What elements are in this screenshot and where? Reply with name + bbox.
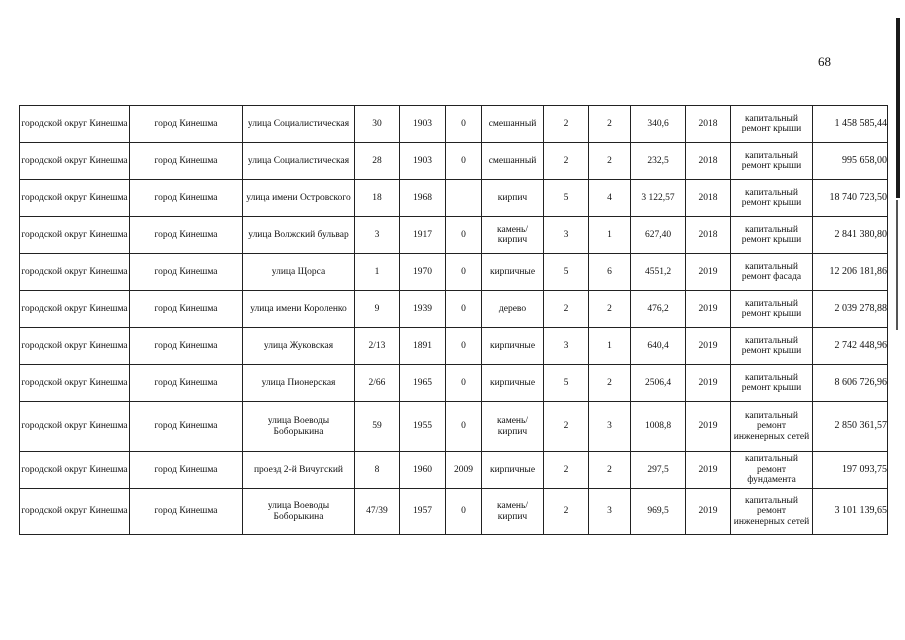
year-last-repair-cell: 0 — [446, 328, 482, 365]
wall-material-cell: кирпич — [482, 180, 544, 217]
year-last-repair-cell: 2009 — [446, 452, 482, 489]
plan-year-cell: 2019 — [686, 452, 731, 489]
year-last-repair-cell: 0 — [446, 489, 482, 535]
city-cell: город Кинешма — [130, 402, 243, 452]
year-last-repair-cell: 0 — [446, 365, 482, 402]
entrances-cell: 2 — [589, 291, 631, 328]
floors-cell: 2 — [544, 106, 589, 143]
scan-edge-mark-lower — [896, 200, 898, 330]
district-cell: городской округ Кинешма — [20, 291, 130, 328]
table-row — [20, 328, 888, 365]
work-type-cell: капитальный ремонт крыши — [731, 291, 813, 328]
cost-cell: 2 841 380,80 — [813, 217, 888, 254]
district-cell: городской округ Кинешма — [20, 328, 130, 365]
street-cell: проезд 2-й Вичугский — [243, 452, 355, 489]
table-row — [20, 291, 888, 328]
year-built-cell: 1903 — [400, 143, 446, 180]
house-number-cell: 9 — [355, 291, 400, 328]
plan-year-cell: 2019 — [686, 328, 731, 365]
district-cell: городской округ Кинешма — [20, 143, 130, 180]
floors-cell: 5 — [544, 254, 589, 291]
entrances-cell: 2 — [589, 106, 631, 143]
table-row — [20, 489, 888, 535]
wall-material-cell: камень/кирпич — [482, 402, 544, 452]
street-cell: улица Волжский бульвар — [243, 217, 355, 254]
work-type-cell: капитальный ремонт фундамента — [731, 452, 813, 489]
cost-cell: 2 850 361,57 — [813, 402, 888, 452]
entrances-cell: 1 — [589, 217, 631, 254]
floors-cell: 2 — [544, 452, 589, 489]
year-built-cell: 1960 — [400, 452, 446, 489]
plan-year-cell: 2018 — [686, 180, 731, 217]
cost-cell: 1 458 585,44 — [813, 106, 888, 143]
city-cell: город Кинешма — [130, 180, 243, 217]
floors-cell: 3 — [544, 328, 589, 365]
city-cell: город Кинешма — [130, 365, 243, 402]
repair-register-table — [19, 105, 888, 535]
work-type-cell: капитальный ремонт фасада — [731, 254, 813, 291]
floors-cell: 2 — [544, 489, 589, 535]
work-type-cell: капитальный ремонт крыши — [731, 143, 813, 180]
street-cell: улица Воеводы Боборыкина — [243, 489, 355, 535]
year-built-cell: 1955 — [400, 402, 446, 452]
year-last-repair-cell: 0 — [446, 106, 482, 143]
plan-year-cell: 2018 — [686, 143, 731, 180]
floors-cell: 2 — [544, 291, 589, 328]
year-last-repair-cell: 0 — [446, 143, 482, 180]
city-cell: город Кинешма — [130, 452, 243, 489]
work-type-cell: капитальный ремонт инженерных сетей — [731, 402, 813, 452]
wall-material-cell: кирпичные — [482, 328, 544, 365]
work-type-cell: капитальный ремонт крыши — [731, 328, 813, 365]
house-number-cell: 28 — [355, 143, 400, 180]
cost-cell: 2 039 278,88 — [813, 291, 888, 328]
work-type-cell: капитальный ремонт крыши — [731, 365, 813, 402]
wall-material-cell: кирпичные — [482, 254, 544, 291]
year-built-cell: 1957 — [400, 489, 446, 535]
area-cell: 476,2 — [631, 291, 686, 328]
table-row — [20, 254, 888, 291]
wall-material-cell: смешанный — [482, 106, 544, 143]
street-cell: улица имени Островского — [243, 180, 355, 217]
year-last-repair-cell: 0 — [446, 254, 482, 291]
year-built-cell: 1968 — [400, 180, 446, 217]
table-row — [20, 365, 888, 402]
house-number-cell: 8 — [355, 452, 400, 489]
entrances-cell: 3 — [589, 402, 631, 452]
entrances-cell: 1 — [589, 328, 631, 365]
cost-cell: 12 206 181,86 — [813, 254, 888, 291]
district-cell: городской округ Кинешма — [20, 180, 130, 217]
cost-cell: 995 658,00 — [813, 143, 888, 180]
floors-cell: 2 — [544, 402, 589, 452]
table-row — [20, 143, 888, 180]
floors-cell: 3 — [544, 217, 589, 254]
area-cell: 297,5 — [631, 452, 686, 489]
area-cell: 1008,8 — [631, 402, 686, 452]
area-cell: 232,5 — [631, 143, 686, 180]
area-cell: 340,6 — [631, 106, 686, 143]
wall-material-cell: кирпичные — [482, 365, 544, 402]
city-cell: город Кинешма — [130, 217, 243, 254]
table-body — [20, 106, 888, 535]
house-number-cell: 2/66 — [355, 365, 400, 402]
area-cell: 2506,4 — [631, 365, 686, 402]
area-cell: 627,40 — [631, 217, 686, 254]
table-row — [20, 402, 888, 452]
area-cell: 4551,2 — [631, 254, 686, 291]
year-built-cell: 1970 — [400, 254, 446, 291]
plan-year-cell: 2019 — [686, 489, 731, 535]
year-last-repair-cell: 0 — [446, 402, 482, 452]
page-number: 68 — [818, 54, 831, 69]
house-number-cell: 30 — [355, 106, 400, 143]
street-cell: улица имени Короленко — [243, 291, 355, 328]
plan-year-cell: 2019 — [686, 291, 731, 328]
work-type-cell: капитальный ремонт крыши — [731, 180, 813, 217]
area-cell: 969,5 — [631, 489, 686, 535]
house-number-cell: 1 — [355, 254, 400, 291]
house-number-cell: 47/39 — [355, 489, 400, 535]
street-cell: улица Воеводы Боборыкина — [243, 402, 355, 452]
table-row — [20, 106, 888, 143]
entrances-cell: 6 — [589, 254, 631, 291]
wall-material-cell: кирпичные — [482, 452, 544, 489]
year-built-cell: 1939 — [400, 291, 446, 328]
house-number-cell: 2/13 — [355, 328, 400, 365]
cost-cell: 8 606 726,96 — [813, 365, 888, 402]
scan-edge-mark — [896, 18, 900, 198]
table-row — [20, 452, 888, 489]
city-cell: город Кинешма — [130, 489, 243, 535]
district-cell: городской округ Кинешма — [20, 452, 130, 489]
area-cell: 640,4 — [631, 328, 686, 365]
floors-cell: 5 — [544, 180, 589, 217]
cost-cell: 3 101 139,65 — [813, 489, 888, 535]
street-cell: улица Щорса — [243, 254, 355, 291]
year-last-repair-cell: 0 — [446, 217, 482, 254]
entrances-cell: 4 — [589, 180, 631, 217]
work-type-cell: капитальный ремонт крыши — [731, 106, 813, 143]
work-type-cell: капитальный ремонт инженерных сетей — [731, 489, 813, 535]
entrances-cell: 2 — [589, 143, 631, 180]
table-row — [20, 180, 888, 217]
wall-material-cell: дерево — [482, 291, 544, 328]
district-cell: городской округ Кинешма — [20, 106, 130, 143]
wall-material-cell: смешанный — [482, 143, 544, 180]
year-built-cell: 1903 — [400, 106, 446, 143]
house-number-cell: 18 — [355, 180, 400, 217]
city-cell: город Кинешма — [130, 143, 243, 180]
cost-cell: 2 742 448,96 — [813, 328, 888, 365]
year-last-repair-cell — [446, 180, 482, 217]
district-cell: городской округ Кинешма — [20, 489, 130, 535]
work-type-cell: капитальный ремонт крыши — [731, 217, 813, 254]
plan-year-cell: 2018 — [686, 106, 731, 143]
entrances-cell: 2 — [589, 452, 631, 489]
district-cell: городской округ Кинешма — [20, 365, 130, 402]
city-cell: город Кинешма — [130, 254, 243, 291]
plan-year-cell: 2019 — [686, 365, 731, 402]
cost-cell: 18 740 723,50 — [813, 180, 888, 217]
entrances-cell: 2 — [589, 365, 631, 402]
street-cell: улица Пионерская — [243, 365, 355, 402]
wall-material-cell: камень/кирпич — [482, 489, 544, 535]
plan-year-cell: 2018 — [686, 217, 731, 254]
year-built-cell: 1965 — [400, 365, 446, 402]
street-cell: улица Жуковская — [243, 328, 355, 365]
city-cell: город Кинешма — [130, 106, 243, 143]
district-cell: городской округ Кинешма — [20, 217, 130, 254]
cost-cell: 197 093,75 — [813, 452, 888, 489]
year-built-cell: 1917 — [400, 217, 446, 254]
street-cell: улица Социалистическая — [243, 143, 355, 180]
plan-year-cell: 2019 — [686, 402, 731, 452]
table-row — [20, 217, 888, 254]
entrances-cell: 3 — [589, 489, 631, 535]
city-cell: город Кинешма — [130, 291, 243, 328]
year-last-repair-cell: 0 — [446, 291, 482, 328]
floors-cell: 5 — [544, 365, 589, 402]
floors-cell: 2 — [544, 143, 589, 180]
area-cell: 3 122,57 — [631, 180, 686, 217]
house-number-cell: 3 — [355, 217, 400, 254]
year-built-cell: 1891 — [400, 328, 446, 365]
wall-material-cell: камень/кирпич — [482, 217, 544, 254]
plan-year-cell: 2019 — [686, 254, 731, 291]
city-cell: город Кинешма — [130, 328, 243, 365]
district-cell: городской округ Кинешма — [20, 402, 130, 452]
district-cell: городской округ Кинешма — [20, 254, 130, 291]
street-cell: улица Социалистическая — [243, 106, 355, 143]
house-number-cell: 59 — [355, 402, 400, 452]
